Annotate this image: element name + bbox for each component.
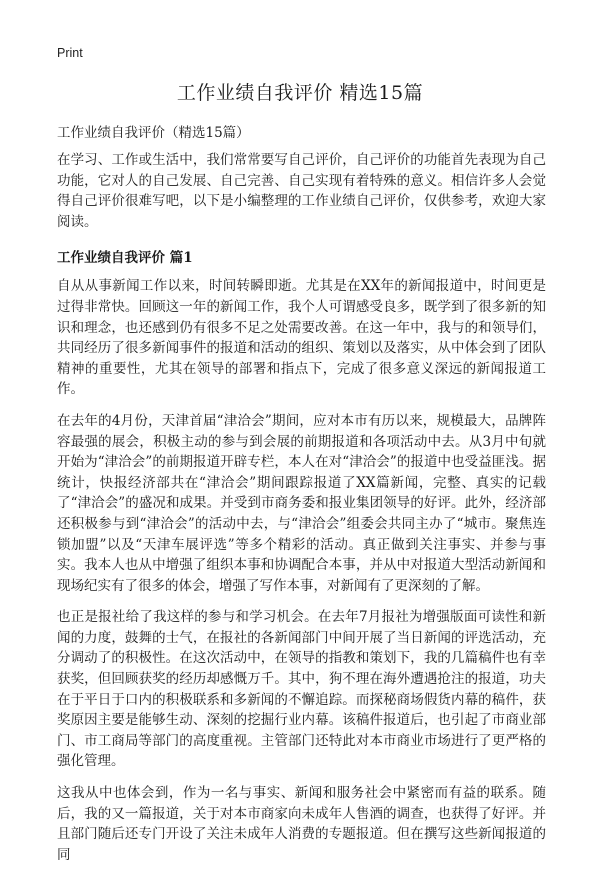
- document-body: [57, 150, 546, 876]
- document-subtitle: 工作业绩自我评价（精选15篇）: [57, 125, 250, 141]
- document-title: 工作业绩自我评价 精选15篇: [176, 82, 424, 104]
- intro-paragraph: 在学习、工作或生活中，我们常常要写自己评价，自己评价的功能首先表现为自己功能，它对人的自己发展、自己完善、自己实现有着特殊的意义。相信许多人会觉得自己评价很难写吧，以下是小编整理的工作业绩自己评价，仅供参考，欢迎大家阅读。: [57, 152, 546, 230]
- body-paragraph: 自从从事新闻工作以来，时间转瞬即逝。尤其是在XX年的新闻报道中，时间更是过得非常快。回顾这一年的新闻工作，我个人可谓感受良多，既学到了很多新的知识和理念，也还感到仍有很多不足之处需要改善。在这一年中，我与的和领导们，共同经历了很多新闻事件的报道和活动的组织、策划以及落实，从中体会到了团队精神的重要性，尤其在领导的部署和指点下，完成了很多意义深远的新闻报道工作。: [57, 278, 546, 398]
- section-heading: 工作业绩自我评价 篇1: [57, 250, 193, 267]
- body-paragraph: 在去年的4月份，天津首届“津洽会”期间，应对本市有历以来，规模最大，品牌阵容最强的展会，积极主动的参与到会展的前期报道和各项活动中去。从3月中旬就开始为“津洽会”的前期报道开辟专栏，本人在对“津洽会”的报道中也受益匪浅。据统计，快报经济部共在“津洽会”期间跟踪报道了XX篇新闻，完整、真实的记载了“津洽会”的盛况和成果。并受到市商务委和报业集团领导的好评。此外，经济部还积极参与到“津洽会”的活动中去，与“津洽会”组委会共同主办了“城市。聚焦连锁加盟”以及“天津车展评选”等多个精彩的活动。真正做到关注事实、并参与事实。我本人也从中增强了组织本事和协调配合本事，并从中对报道大型活动新闻和现场纪实有了很多的体会，增强了写作本事，对新闻有了更深刻的了解。: [57, 412, 546, 594]
- body-paragraph: 这我从中也体会到，作为一名与事实、新闻和服务社会中紧密而有益的联系。随后，我的又一篇报道，关于对本市商家向未成年人售酒的调查，也获得了好评。并且部门随后还专门开设了关注未成年人消费的专题报道。但在撰写这些新闻报道的同: [57, 785, 546, 863]
- print-link[interactable]: Print: [57, 46, 83, 60]
- body-paragraph: 也正是报社给了我这样的参与和学习机会。在去年7月报社为增强版面可读性和新闻的力度，鼓舞的士气，在报社的各新闻部门中间开展了当日新闻的评选活动，充分调动了的积极性。在这次活动中，在领导的指教和策划下，我的几篇稿件也有幸获奖，但回顾获奖的经历却感慨万千。其中，狗不理在海外遭遇抢注的报道，功夫在于平日于口内的积极联系和多新闻的不懈追踪。而探秘商场假货内幕的稿件，获奖原因主要是能够生动、深刻的挖掘行业内幕。该稿件报道后，也引起了市商业部门、市工商局等部门的高度重视。主管部门还特此对本市商业市场进行了更严格的强化管理。: [57, 609, 546, 770]
